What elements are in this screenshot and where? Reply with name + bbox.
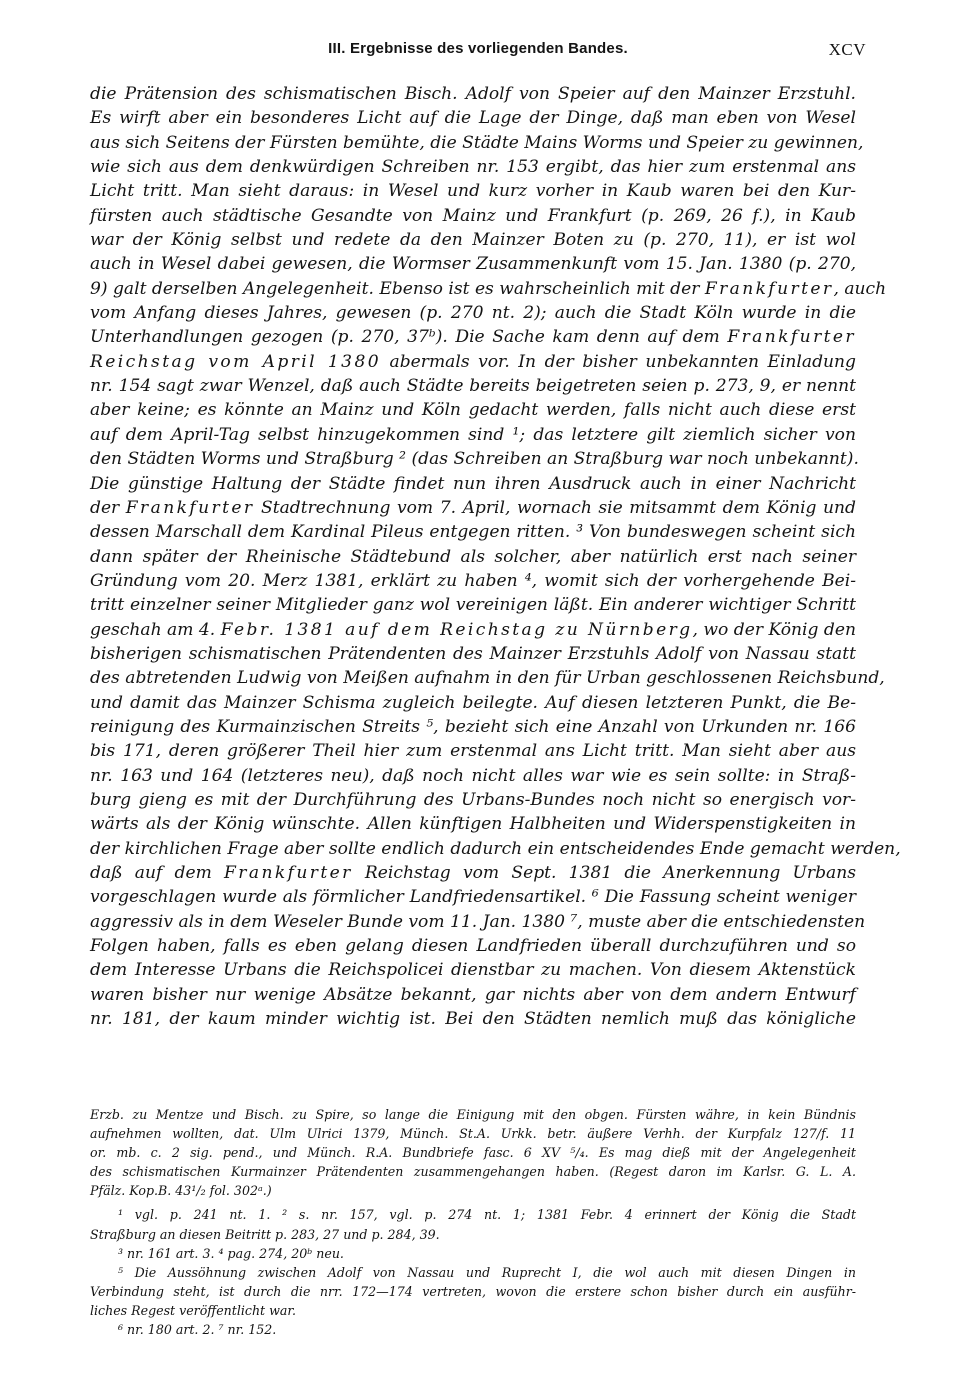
body-line: Unterhandlungen gezogen (p. 270, 37ᵇ). Die Sache kam denn auf dem Frankfurter bbox=[90, 327, 856, 348]
body-line: aber keine; es könnte an Mainz und Köln gedacht werden, falls nicht auch diese erst bbox=[90, 400, 856, 421]
body-line: Es wirft aber ein besonderes Licht auf die Lage der Dinge, daß man eben von Wesel bbox=[90, 108, 856, 129]
page-number: XCV bbox=[828, 40, 866, 59]
footnote-line: ¹ vgl. p. 241 nt. 1. ² s. nr. 157, vgl. p. 274 nt. 1; 1381 Febr. 4 erinnert der König die Stadt bbox=[118, 1207, 856, 1223]
body-line: der Frankfurter Stadtrechnung vom 7. April, wornach sie mitsammt dem König und bbox=[90, 497, 857, 518]
body-line: vorgeschlagen wurde als förmlicher Landfriedensartikel. ⁶ Die Fassung scheint weniger bbox=[90, 887, 856, 908]
body-line: burg gieng es mit der Durchführung des Urbans-Bundes noch nicht so energisch vor- bbox=[90, 789, 856, 810]
body-line: auch in Wesel dabei gewesen, die Wormser Zusammenkunft vom 15. Jan. 1380 (p. 270, bbox=[90, 254, 856, 275]
footnote-line: aufnehmen wollten, dat. Ulm Ulrici 1379, Münch. St.A. Urkk. betr. äußere Verhh. der Kurpfalz 127/f. 11 bbox=[90, 1126, 856, 1142]
body-line: des abtretenden Ludwig von Meißen aufnahm in den für Urban geschlossenen Reichsbund, bbox=[90, 668, 885, 689]
page-header bbox=[90, 38, 866, 66]
running-head: III. Ergebnisse des vorliegenden Bandes. bbox=[328, 40, 628, 57]
body-line: die Prätension des schismatischen Bisch. Adolf von Speier auf den Mainzer Erzstuhl. bbox=[90, 84, 856, 104]
body-line: waren bisher nur wenige Absätze bekannt, gar nichts aber von dem andern Entwurf bbox=[90, 984, 856, 1005]
body-line: bis 171, deren größerer Theil hier zum erstenmal ans Licht tritt. Man sieht aber aus bbox=[90, 741, 856, 762]
body-line: auf dem April-Tag selbst hinzugekommen sind ¹; das letztere gilt ziemlich sicher von bbox=[90, 424, 856, 445]
body-line: nr. 163 und 164 (letzteres neu), daß noch nicht alles war wie es sein sollte: in Straß- bbox=[90, 765, 856, 786]
body-line: 9) galt derselben Angelegenheit. Ebenso ist es wahrscheinlich mit der Frankfurter, auch bbox=[90, 278, 887, 299]
body-line: nr. 181, der kaum minder wichtig ist. Bei den Städten nemlich muß das königliche bbox=[90, 1009, 856, 1030]
body-line: dann später der Rheinische Städtebund als solcher, aber natürlich erst nach seiner bbox=[90, 546, 856, 567]
main-text bbox=[90, 82, 901, 1031]
footnote-line: Pfälz. Kop.B. 43¹/₂ fol. 302ᵃ.) bbox=[90, 1183, 272, 1199]
body-line: Folgen haben, falls es eben gelang diesen Landfrieden überall durchzuführen und so bbox=[90, 936, 856, 957]
footnote-line: ⁵ Die Aussöhnung zwischen Adolf von Nassau und Ruprecht I, die wol auch mit diesen Dingen in bbox=[118, 1264, 856, 1280]
spaced-emphasis: Febr. 1381 auf dem Reichstag zu Nürnberg bbox=[220, 619, 693, 640]
body-line: dem Interesse Urbans die Reichspolicei dienstbar zu machen. Von diesem Aktenstück bbox=[90, 960, 856, 981]
body-line: aus sich Seitens der Fürsten bemühte, die Städte Mains Worms und Speier zu gewinnen, bbox=[90, 132, 864, 153]
body-line: Reichstag vom April 1380 abermals vor. In der bisher unbekannten Einladung bbox=[90, 351, 856, 372]
body-line: den Städten Worms und Straßburg ² (das Schreiben an Straßburg war noch unbekannt). bbox=[90, 449, 859, 470]
body-line: dessen Marschall dem Kardinal Pileus entgegen ritten. ³ Von bundeswegen scheint sich bbox=[90, 522, 856, 543]
footnote-line: liches Regest veröffentlicht war. bbox=[90, 1302, 297, 1318]
body-line: geschah am 4. Febr. 1381 auf dem Reichstag zu Nürnberg, wo der König den bbox=[90, 619, 856, 640]
spaced-emphasis: Frankfurter bbox=[727, 327, 856, 348]
body-line: bisherigen schismatischen Prätendenten des Mainzer Erzstuhls Adolf von Nassau statt bbox=[90, 643, 856, 664]
spaced-emphasis: Reichstag vom April 1380 bbox=[90, 351, 382, 372]
footnote-line: ⁶ nr. 180 art. 2. ⁷ nr. 152. bbox=[118, 1322, 277, 1338]
spaced-emphasis: Frankfurter bbox=[704, 278, 834, 299]
body-line: Licht tritt. Man sieht daraus: in Wesel und kurz vorher in Kaub waren bei den Kur- bbox=[90, 181, 856, 202]
body-line: Die günstige Haltung der Städte findet nun ihren Ausdruck auch in einer Nachricht bbox=[90, 473, 856, 494]
footnote-line: Verbindung steht, ist durch die nrr. 172—174 vertreten, wovon die erstere schon bisher durch ein ausführ- bbox=[90, 1283, 856, 1299]
body-line: vom Anfang dieses Jahres, gewesen (p. 270 nt. 2); auch die Stadt Köln wurde in die bbox=[90, 303, 856, 324]
footnote-line: Erzb. zu Mentze und Bisch. zu Spire, so lange die Einigung mit den obgen. Fürsten währe, in kein Bündnis bbox=[90, 1107, 856, 1122]
body-line: daß auf dem Frankfurter Reichstag vom Sept. 1381 die Anerkennung Urbans bbox=[90, 863, 856, 883]
body-line: der kirchlichen Frage aber sollte endlich dadurch ein entscheidendes Ende gemacht werden, bbox=[90, 838, 901, 859]
body-line: fürsten auch städtische Gesandte von Mainz und Frankfurt (p. 269, 26 f.), in Kaub bbox=[90, 205, 856, 226]
body-line: Gründung vom 20. Merz 1381, erklärt zu haben ⁴, womit sich der vorhergehende Bei- bbox=[90, 570, 856, 591]
footnotes bbox=[90, 1105, 856, 1339]
spaced-emphasis: Frankfurter bbox=[125, 497, 255, 518]
body-line: tritt einzelner seiner Mitglieder ganz wol vereinigen läßt. Ein anderer wichtiger Schritt bbox=[90, 595, 856, 616]
footnote-line: or. mb. c. 2 sig. pend., und Münch. R.A. Bundbriefe fasc. 6 XV ⁵/₄. Es mag dieß mit der Angelegenheit bbox=[90, 1145, 856, 1161]
body-line: und damit das Mainzer Schisma zugleich beilegte. Auf diesen letzteren Punkt, die Be- bbox=[90, 692, 856, 713]
body-line: wärts als der König wünschte. Allen künftigen Halbheiten und Widerspenstigkeiten in bbox=[90, 814, 856, 835]
footnote-line: ³ nr. 161 art. 3. ⁴ pag. 274, 20ᵇ neu. bbox=[118, 1245, 344, 1261]
footnote-line: Straßburg an diesen Beitritt p. 283, 27 und p. 284, 39. bbox=[90, 1226, 440, 1242]
body-line: nr. 154 sagt zwar Wenzel, daß auch Städte bereits beigetreten seien p. 273, 9, er nennt bbox=[90, 376, 856, 397]
footnote-line: des schismatischen Kurmainzer Prätendenten zusammengehangen haben. (Regest daron im Karlsr. G. L. A. bbox=[90, 1164, 856, 1180]
body-line: reinigung des Kurmainzischen Streits ⁵, bezieht sich eine Anzahl von Urkunden nr. 166 bbox=[90, 716, 856, 737]
body-line: aggressiv als in dem Weseler Bunde vom 11. Jan. 1380 ⁷, muste aber die entschiedensten bbox=[90, 911, 866, 932]
body-line: wie sich aus dem denkwürdigen Schreiben nr. 153 ergibt, das hier zum erstenmal ans bbox=[90, 157, 856, 178]
body-line: war der König selbst und redete da den Mainzer Boten zu (p. 270, 11), er ist wol bbox=[90, 230, 856, 251]
spaced-emphasis: Frankfurter bbox=[224, 863, 353, 883]
